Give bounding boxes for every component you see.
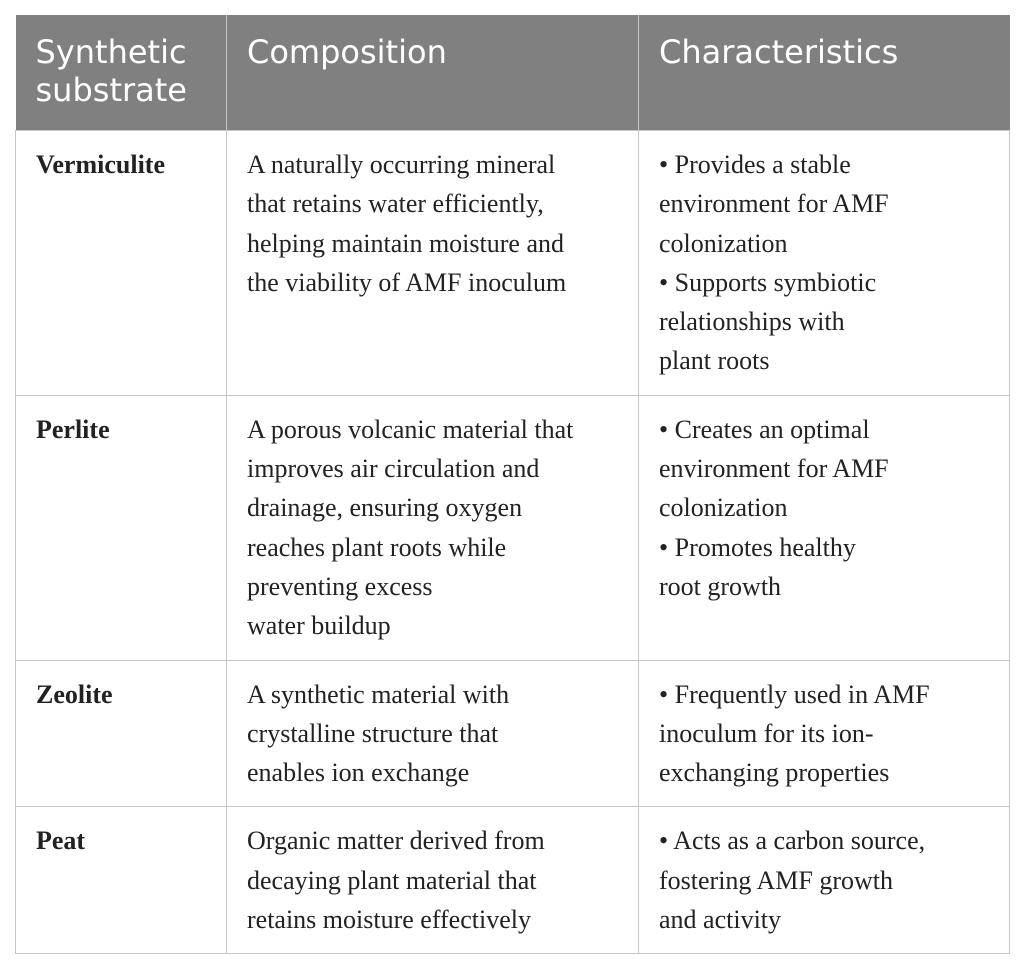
table-row: [16, 131, 1010, 396]
composition-line: preventing excess: [247, 571, 433, 601]
table-row: [16, 395, 1010, 660]
composition-line: that retains water efficiently,: [247, 189, 544, 219]
characteristics-line: environment for AMF: [659, 454, 889, 484]
composition-line: Organic matter derived from: [247, 826, 545, 856]
header-synthetic-substrate: [16, 15, 227, 131]
composition-cell: [227, 807, 639, 954]
substrate-name: Peat: [36, 826, 86, 856]
substrate-cell: [16, 131, 227, 396]
composition-line: water buildup: [247, 611, 391, 641]
header-row: [16, 15, 1010, 131]
characteristics-line: colonization: [659, 493, 788, 523]
substrate-table-container: [15, 15, 1009, 954]
composition-line: helping maintain moisture and: [247, 228, 564, 258]
characteristics-line: • Acts as a carbon source,: [659, 826, 926, 856]
characteristics-line: • Frequently used in AMF: [659, 679, 930, 709]
header-line: Composition: [247, 33, 447, 71]
characteristics-line: • Provides a stable: [659, 150, 851, 179]
composition-cell: [227, 660, 639, 807]
characteristics-line: inoculum for its ion-: [659, 718, 874, 748]
substrate-table: [15, 15, 1010, 954]
table-row: [16, 807, 1010, 954]
composition-line: reaches plant roots while: [247, 532, 507, 562]
table-row: [16, 660, 1010, 807]
substrate-cell: [16, 660, 227, 807]
composition-line: retains moisture effectively: [247, 905, 531, 935]
header-line: Characteristics: [659, 33, 899, 71]
characteristics-line: environment for AMF: [659, 189, 889, 219]
characteristics-line: colonization: [659, 228, 788, 258]
characteristics-line: root growth: [659, 571, 782, 601]
composition-line: crystalline structure that: [247, 718, 499, 748]
substrate-cell: [16, 395, 227, 660]
composition-line: A porous volcanic material that: [247, 414, 574, 444]
characteristics-line: • Supports symbiotic: [659, 267, 877, 297]
characteristics-cell: [639, 660, 1010, 807]
composition-line: A naturally occurring mineral: [247, 150, 556, 179]
characteristics-line: exchanging properties: [659, 758, 890, 788]
substrate-cell: [16, 807, 227, 954]
characteristics-cell: [639, 395, 1010, 660]
composition-cell: [227, 395, 639, 660]
composition-cell: [227, 131, 639, 396]
composition-line: improves air circulation and: [247, 454, 540, 484]
header-composition: [227, 15, 639, 131]
composition-line: the viability of AMF inoculum: [247, 267, 567, 297]
characteristics-line: fostering AMF growth: [659, 865, 893, 895]
characteristics-line: plant roots: [659, 346, 770, 376]
composition-line: A synthetic material with: [247, 679, 510, 709]
header-line: Synthetic substrate: [35, 33, 187, 109]
substrate-name: Vermiculite: [36, 150, 165, 179]
characteristics-line: • Promotes healthy: [659, 532, 856, 562]
characteristics-line: and activity: [659, 905, 782, 935]
substrate-name: Zeolite: [36, 679, 113, 709]
characteristics-cell: [639, 131, 1010, 396]
composition-line: drainage, ensuring oxygen: [247, 493, 523, 523]
characteristics-line: • Creates an optimal: [659, 414, 870, 444]
substrate-name: Perlite: [36, 414, 110, 444]
composition-line: decaying plant material that: [247, 865, 537, 895]
characteristics-cell: [639, 807, 1010, 954]
header-characteristics: [639, 15, 1010, 131]
composition-line: enables ion exchange: [247, 758, 470, 788]
characteristics-line: relationships with: [659, 307, 845, 337]
